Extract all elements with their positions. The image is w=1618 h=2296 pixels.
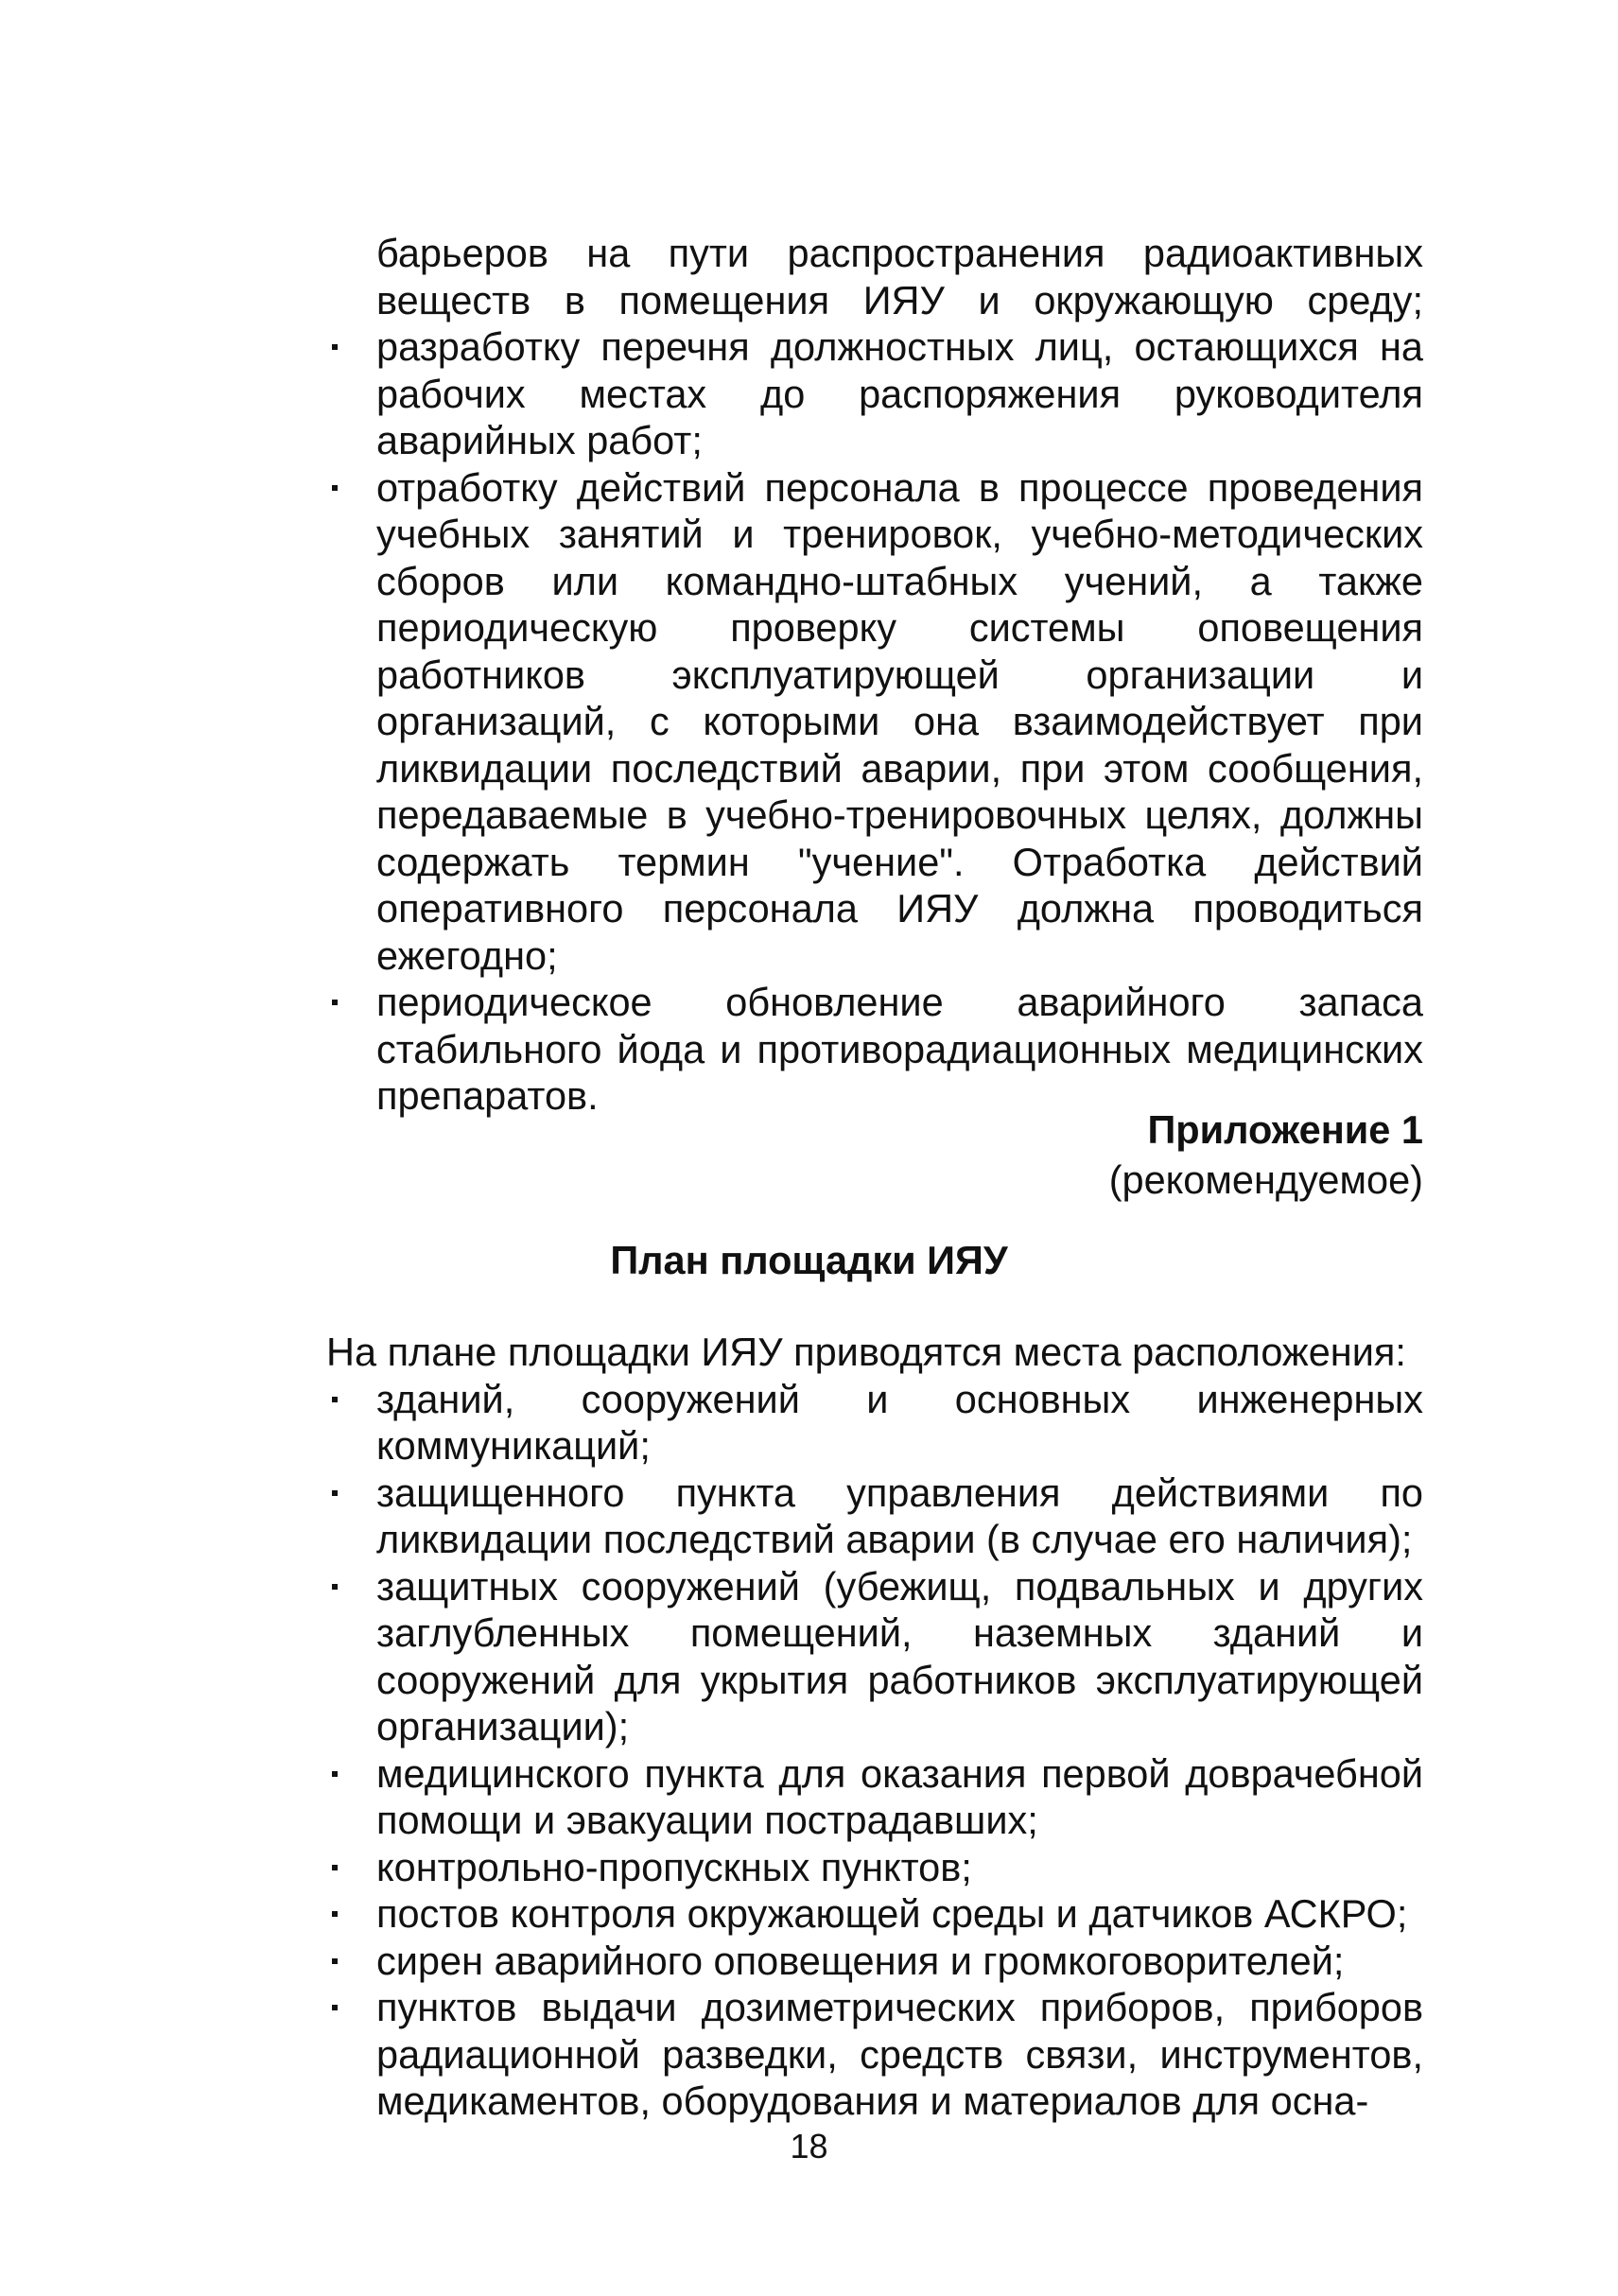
page-number: 18	[790, 2127, 828, 2166]
appendix-title: Приложение 1	[1147, 1107, 1423, 1152]
list-item	[326, 1470, 1423, 1563]
bullet-icon	[332, 2005, 338, 2010]
bullet-icon	[332, 1865, 338, 1870]
list-item-text: разработку перечня должностных лиц, остающихся на рабочих местах до распоряжения руководителя аварийных работ;	[376, 324, 1423, 462]
list-item-text: защитных сооружений (убежищ, подвальных и других заглубленных помещений, наземных зданий и сооружений для укрытия работников эксплуатирующей организации);	[376, 1563, 1423, 1748]
bullet-icon	[332, 485, 338, 491]
bullet-icon	[332, 1911, 338, 1917]
list-item	[326, 1563, 1423, 1750]
list-item	[326, 1844, 1423, 1891]
list-item-text: периодическое обновление аварийного запаса стабильного йода и противорадиационных медицинских препаратов.	[376, 980, 1423, 1118]
list-item-text: пунктов выдачи дозиметрических приборов, приборов радиационной разведки, средств связи, инструментов, медикаментов, оборудования и материалов для осна-	[376, 1985, 1423, 2123]
list-item	[326, 1750, 1423, 1844]
bullet-icon	[332, 1958, 338, 1964]
list-item	[326, 1890, 1423, 1938]
section-bullet-list	[326, 1376, 1423, 2125]
bullet-icon	[332, 1000, 338, 1005]
list-item	[326, 979, 1423, 1120]
list-item	[326, 1984, 1423, 2125]
list-item-text: защищенного пункта управления действиями по ликвидации последствий аварии (в случае его наличия);	[376, 1470, 1423, 1561]
list-item-text: зданий, сооружений и основных инженерных коммуникаций;	[376, 1376, 1423, 1468]
list-item	[326, 1376, 1423, 1470]
list-item-text: сирен аварийного оповещения и громкоговорителей;	[376, 1938, 1345, 1983]
list-item	[326, 323, 1423, 464]
bullet-icon	[332, 1490, 338, 1496]
bullet-icon	[332, 344, 338, 350]
bullet-icon	[332, 1397, 338, 1402]
list-item-text: контрольно-пропускных пунктов;	[376, 1844, 972, 1889]
list-item	[326, 464, 1423, 980]
appendix-subtitle: (рекомендуемое)	[1108, 1157, 1423, 1202]
top-bullet-list	[326, 323, 1423, 1120]
list-item-text: медицинского пункта для оказания первой доврачебной помощи и эвакуации пострадавших;	[376, 1750, 1423, 1842]
list-item	[326, 1938, 1423, 1985]
section-intro: На плане площадки ИЯУ приводятся места расположения:	[326, 1330, 1406, 1374]
top-text-block	[326, 230, 1423, 1120]
bullet-icon	[332, 1771, 338, 1777]
list-item-text: постов контроля окружающей среды и датчиков АСКРО;	[376, 1891, 1408, 1936]
list-item-text: отработку действий персонала в процессе проведения учебных занятий и тренировок, учебно-методических сборов или командно-штабных учений, а также периодическую проверку системы оповещения работников эксплуатирующей организации и организаций, с которыми она взаимодействует при ликвидации последствий аварии, при этом сообщения, передаваемые в учебно-тренировочных целях, должны содержать термин "учение". Отработка действий оперативного персонала ИЯУ должна проводиться ежегодно;	[376, 464, 1423, 978]
continuation-paragraph: барьеров на пути распространения радиоактивных веществ в помещения ИЯУ и окружающую среду;	[376, 231, 1423, 322]
bullet-icon	[332, 1584, 338, 1590]
section-text-block	[326, 1329, 1423, 2125]
section-title: План площадки ИЯУ	[610, 1238, 1008, 1282]
appendix-heading	[1109, 1105, 1423, 1205]
